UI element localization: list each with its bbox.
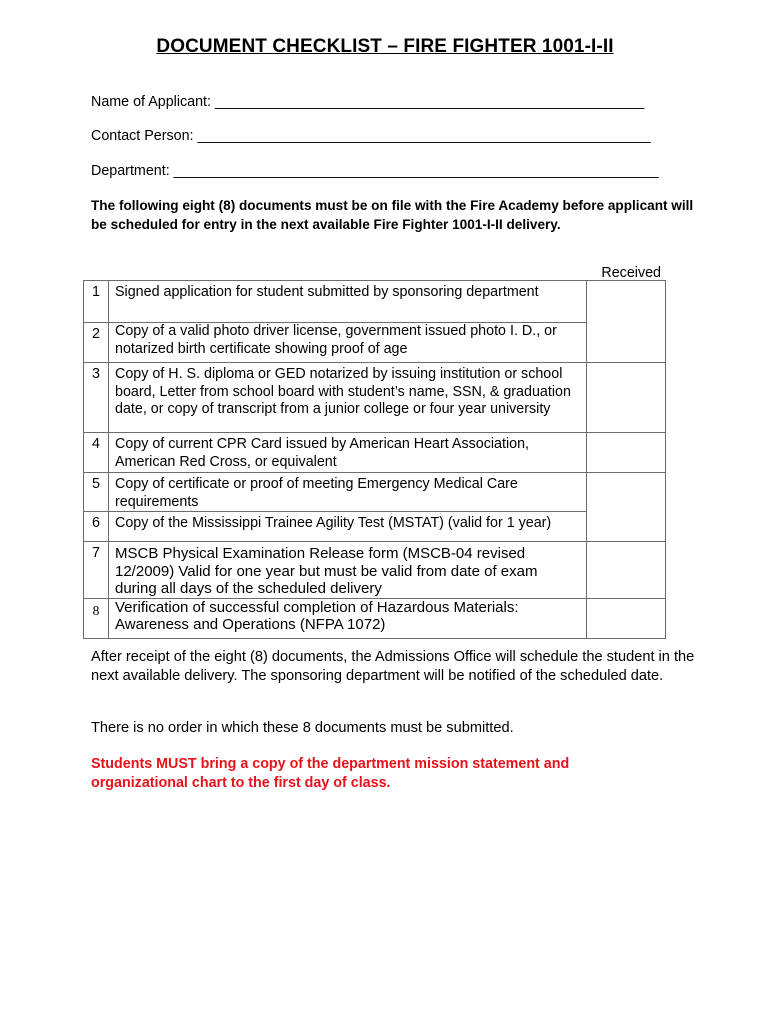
contact-person-field[interactable]: Contact Person: _________________________________________________________ xyxy=(91,128,651,144)
table-row xyxy=(84,323,666,363)
page-title: DOCUMENT CHECKLIST – FIRE FIGHTER 1001-I-II xyxy=(156,36,614,57)
applicant-name-field[interactable]: Name of Applicant: ______________________________________________________ xyxy=(91,94,645,110)
after-receipt-paragraph: After receipt of the eight (8) documents, the Admissions Office will schedule the student in the next available delivery. The sponsoring department will be notified of the scheduled date. xyxy=(91,649,695,684)
row-description: Verification of successful completion of Hazardous Materials: Awareness and Operations (NFPA 1072) xyxy=(109,598,587,638)
document-checklist-table xyxy=(83,280,666,639)
row-number: 1 xyxy=(84,281,109,323)
no-order-paragraph: There is no order in which these 8 documents must be submitted. xyxy=(91,720,514,736)
table-row xyxy=(84,363,666,433)
row-description: Signed application for student submitted by sponsoring department xyxy=(109,281,587,323)
table-row xyxy=(84,542,666,599)
department-field[interactable]: Department: _____________________________________________________________ xyxy=(91,163,659,179)
row-description: Copy of H. S. diploma or GED notarized by issuing institution or school board, Letter from school board with student’s name, SSN, & graduation date, or copy of transcript from a junior college or four year university xyxy=(109,363,587,433)
table-row xyxy=(84,473,666,512)
table-row xyxy=(84,512,666,542)
row-number: 5 xyxy=(84,473,109,512)
row-description: MSCB Physical Examination Release form (MSCB-04 revised 12/2009) Valid for one year but must be valid from date of exam during all days of the scheduled delivery xyxy=(109,542,587,599)
row-number: 7 xyxy=(84,542,109,599)
received-checkbox[interactable] xyxy=(587,363,666,433)
intro-text: The following eight (8) documents must be on file with the Fire Academy before applicant will be scheduled for entry in the next available Fire Fighter 1001-I-II delivery. xyxy=(91,198,694,232)
received-checkbox[interactable] xyxy=(587,473,666,542)
row-number: 8 xyxy=(84,598,109,638)
row-description: Copy of a valid photo driver license, government issued photo I. D., or notarized birth certificate showing proof of age xyxy=(109,323,587,363)
received-checkbox[interactable] xyxy=(587,281,666,363)
mission-statement-notice: Students MUST bring a copy of the department mission statement and organizational chart to the first day of class. xyxy=(91,756,570,791)
received-checkbox[interactable] xyxy=(587,433,666,473)
row-number: 2 xyxy=(84,323,109,363)
received-checkbox[interactable] xyxy=(587,598,666,638)
table-row xyxy=(84,598,666,638)
row-description: Copy of the Mississippi Trainee Agility Test (MSTAT) (valid for 1 year) xyxy=(109,512,587,542)
row-description: Copy of current CPR Card issued by American Heart Association, American Red Cross, or equivalent xyxy=(109,433,587,473)
received-column-label: Received xyxy=(601,265,661,281)
row-number: 4 xyxy=(84,433,109,473)
row-number: 6 xyxy=(84,512,109,542)
row-number: 3 xyxy=(84,363,109,433)
table-row xyxy=(84,281,666,323)
received-checkbox[interactable] xyxy=(587,542,666,599)
row-description: Copy of certificate or proof of meeting Emergency Medical Care requirements xyxy=(109,473,587,512)
table-row xyxy=(84,433,666,473)
